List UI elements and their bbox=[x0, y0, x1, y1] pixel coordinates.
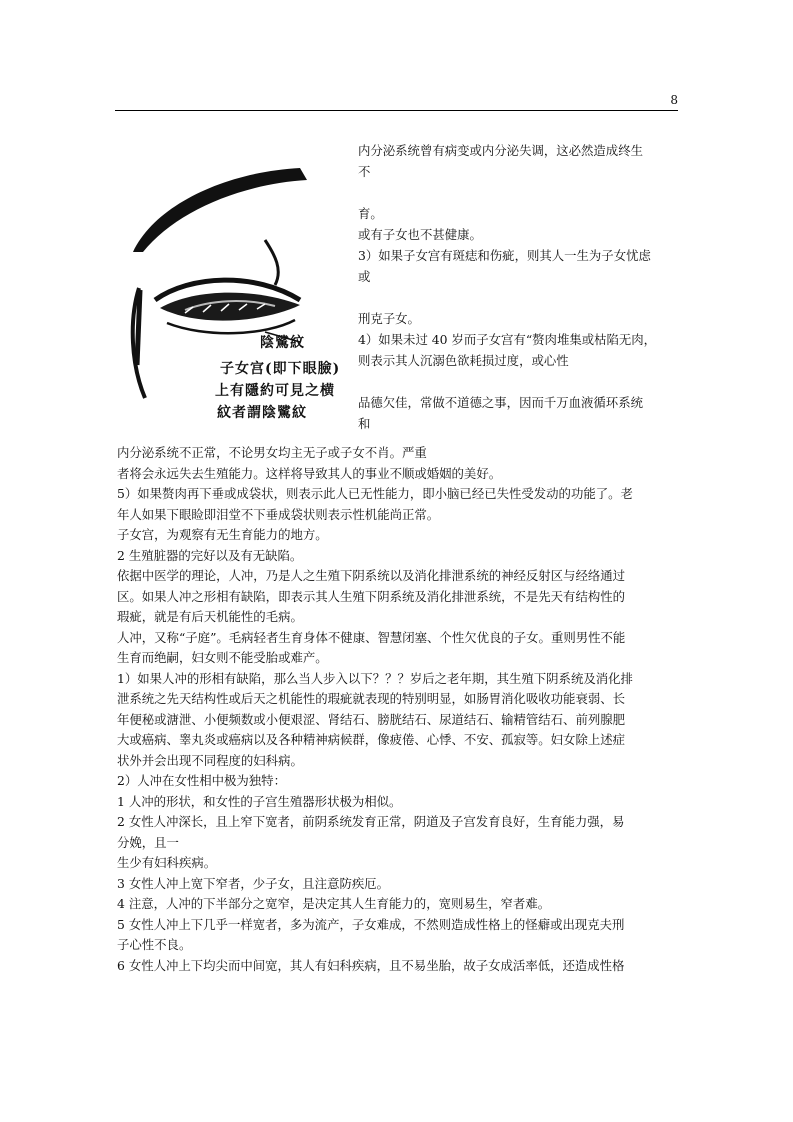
body-line: 内分泌系统不正常，不论男女均主无子或子女不肖。严重 bbox=[117, 445, 427, 460]
body-line: 人冲，又称“子庭”。毛病轻者生育身体不健康、智慧闭塞、个性欠优良的子女。重则男性不能 bbox=[117, 629, 626, 645]
side-line: 育。 bbox=[358, 206, 383, 221]
side-line: 3）如果子女宫有斑痣和伤疵，则其人一生为子女忧虑 bbox=[358, 248, 651, 263]
body-line: 1）如果人冲的形相有缺陷，那么当人步入以下？？？岁后之老年期，其生殖下阴系统及消化排 bbox=[117, 670, 633, 686]
body-line: 年人如果下眼睑即泪堂不下垂成袋状则表示性机能尚正常。 bbox=[117, 506, 440, 522]
side-line: 刑克子女。 bbox=[358, 311, 420, 326]
side-gap bbox=[358, 371, 680, 392]
body-line: 6 女性人冲上下均尖而中间宽，其人有妇科疾病，且不易坐胎，故子女成活率低，还造成性格 bbox=[117, 957, 625, 973]
side-line: 和 bbox=[358, 416, 371, 431]
body-line: 区。如果人冲之形相有缺陷，即表示其人生殖下阴系统及消化排泄系统，不是先天有结构性的 bbox=[117, 588, 626, 604]
side-line: 品德欠佳，常做不道德之事，因而千万血液循环系统 bbox=[358, 395, 643, 410]
body-line: 大或癌病、睾丸炎或癌病以及各种精神病候群，像疲倦、心悸、不安、孤寂等。妇女除上述症 bbox=[117, 732, 626, 747]
side-line: 内分泌系统曾有病变或内分泌失调，这必然造成终生 bbox=[358, 143, 643, 158]
side-gap bbox=[358, 182, 680, 203]
body-line: 状外并会出现不同程度的妇科病。 bbox=[117, 752, 303, 768]
body-line: 生育而绝嗣，妇女则不能受胎或难产。 bbox=[117, 650, 328, 665]
body-line: 2）人冲在女性相中极为独特： bbox=[117, 773, 286, 788]
page-number: 8 bbox=[670, 93, 678, 107]
body-line: 3 女性人冲上宽下窄者，少子女，且注意防疾厄。 bbox=[117, 875, 390, 891]
body-line: 1 人冲的形状，和女性的子宫生殖器形状极为相似。 bbox=[117, 793, 402, 809]
side-line: 或 bbox=[358, 269, 371, 284]
body-line: 年便秘或溏泄、小便频数或小便艰涩、肾结石、膀胱结石、尿道结石、输精管结石、前列腺肥 bbox=[117, 711, 626, 727]
side-line: 4）如果未过 40 岁而子女宫有“赘肉堆集或枯陷无肉， bbox=[358, 332, 657, 347]
header-rule bbox=[115, 110, 678, 111]
eye-illustration bbox=[115, 160, 350, 430]
body-line: 子心性不良。 bbox=[117, 937, 192, 952]
body-line: 5 女性人冲上下几乎一样宽者，多为流产，子女难成，不然则造成性格上的怪癖或出现克夫刑 bbox=[117, 916, 625, 932]
caption-line-1: 子女宫(即下眼臉) bbox=[220, 361, 341, 377]
body-line: 4 注意，人冲的下半部分之宽窄，是决定其人生育能力的，宽则易生，窄者难。 bbox=[117, 896, 551, 911]
body-line: 泄系统之先天结构性或后天之机能性的瑕疵就表现的特别明显，如肠胃消化吸收功能衰弱、长 bbox=[117, 691, 626, 706]
side-gap bbox=[358, 287, 680, 308]
body-line: 2 女性人冲深长，且上窄下宽者，前阴系统发育正常，阴道及子宫发育良好，生育能力强，易 bbox=[117, 814, 625, 829]
side-line: 不 bbox=[358, 164, 371, 179]
side-line: 则表示其人沉溺色欲耗损过度，或心性 bbox=[358, 353, 569, 368]
body-line: 者将会永远失去生殖能力。这样将导致其人的事业不顺或婚姻的美好。 bbox=[117, 465, 502, 481]
body-line: 5）如果赘肉再下垂或成袋状，则表示此人已无性能力，即小脑已经已失性受发动的功能了。老 bbox=[117, 486, 633, 501]
body-line: 瑕疵，就是有后天机能性的毛病。 bbox=[117, 609, 303, 624]
side-line: 或有子女也不甚健康。 bbox=[358, 227, 482, 242]
body-line: 分娩，且一 bbox=[117, 834, 179, 850]
body-line: 2 生殖脏器的完好以及有无缺陷。 bbox=[117, 547, 303, 563]
body-text bbox=[117, 443, 680, 976]
caption-line-2: 上有隱約可見之横 bbox=[215, 383, 335, 399]
wrinkle-label: 陰騭紋 bbox=[260, 335, 305, 351]
side-text-column bbox=[358, 140, 680, 434]
body-line: 子女宫，为观察有无生育能力的地方。 bbox=[117, 527, 328, 542]
body-line: 生少有妇科疾病。 bbox=[117, 855, 217, 870]
body-line: 依据中医学的理论，人冲，乃是人之生殖下阴系统以及消化排泄系统的神经反射区与经络通过 bbox=[117, 568, 626, 583]
caption-line-3: 紋者謂陰騭紋 bbox=[217, 405, 307, 421]
